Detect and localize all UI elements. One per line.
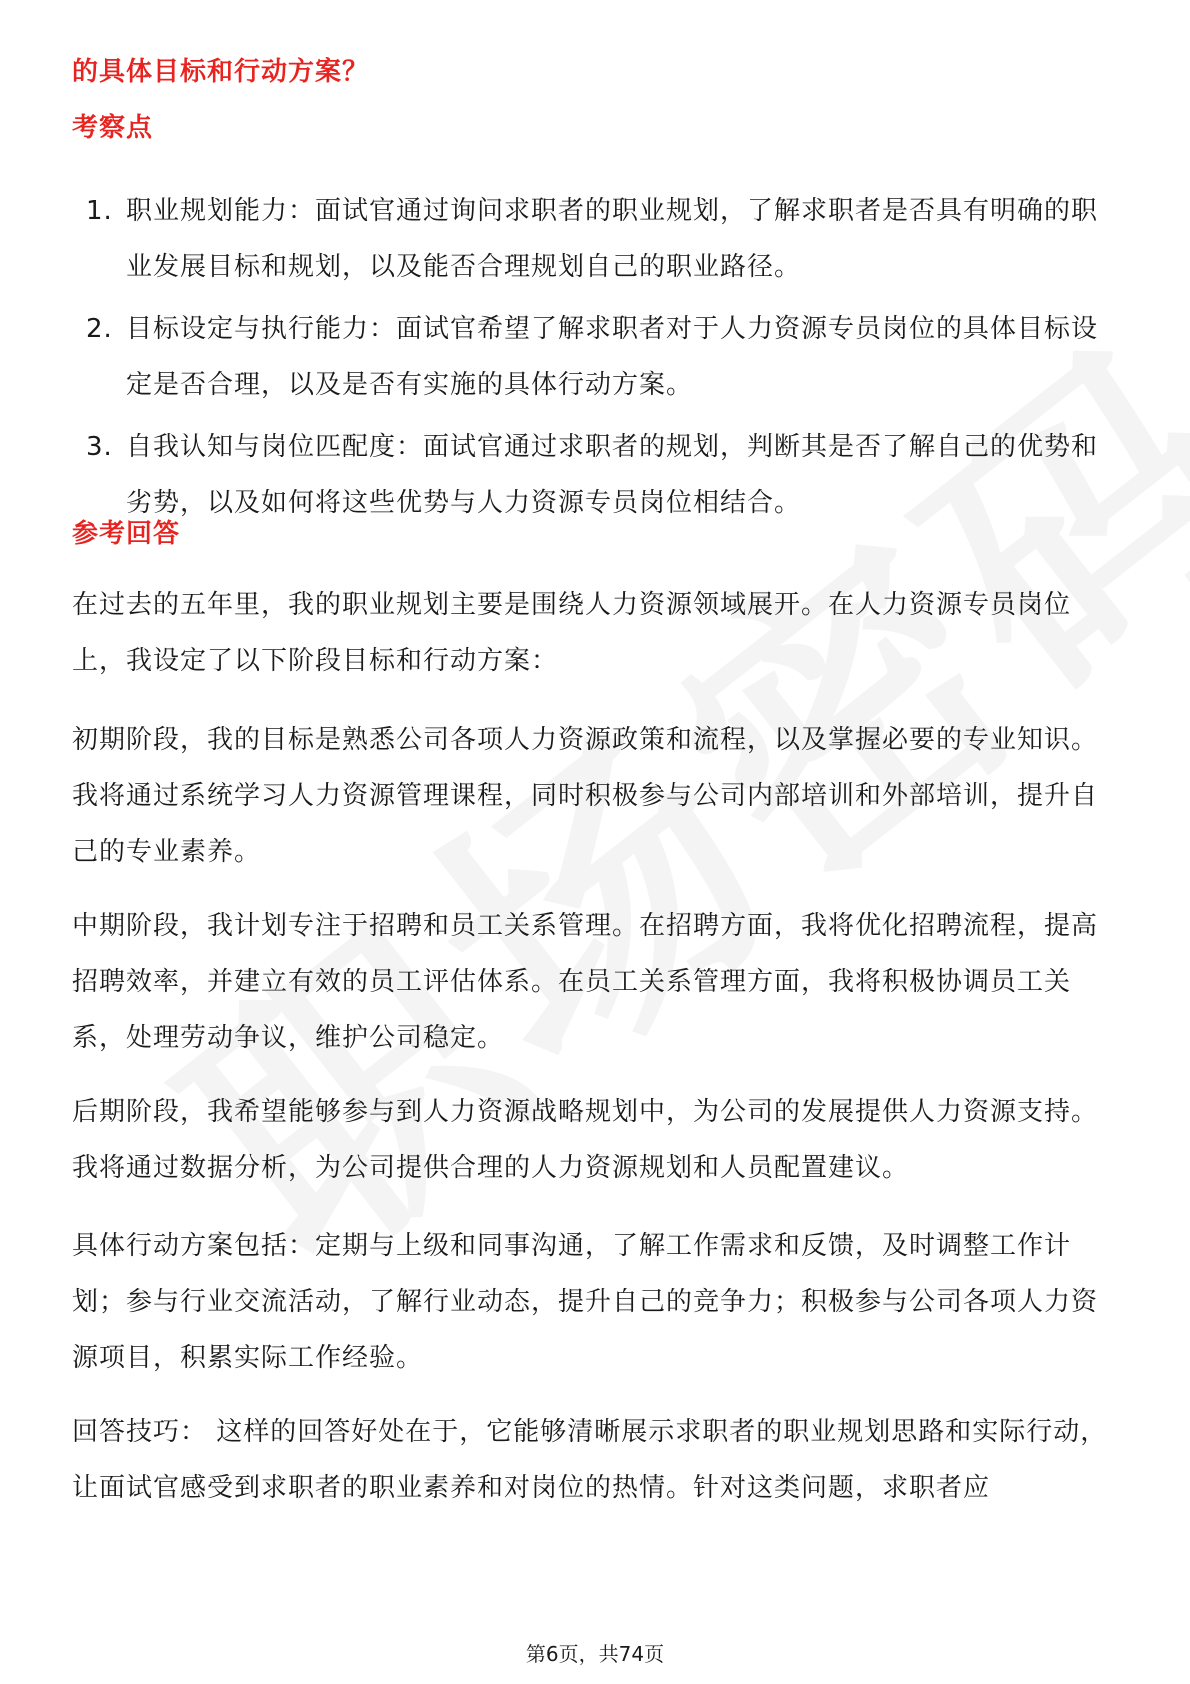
points-list [72, 183, 1122, 537]
page-number: 第6页，共74页 [525, 1642, 665, 1666]
list-number: 2. [86, 314, 113, 344]
answer-paragraph: 在过去的五年里，我的职业规划主要是围绕人力资源领域展开。在人力资源专员岗位上，我设定了以下阶段目标和行动方案： [72, 590, 1072, 676]
list-item [72, 301, 1122, 413]
answer-paragraph: 初期阶段，我的目标是熟悉公司各项人力资源政策和流程，以及掌握必要的专业知识。我将通过系统学习人力资源管理课程，同时积极参与公司内部培训和外部培训，提升自己的专业素养。 [72, 725, 1099, 867]
answer-paragraph: 具体行动方案包括：定期与上级和同事沟通，了解工作需求和反馈，及时调整工作计划；参与行业交流活动，了解行业动态，提升自己的竞争力；积极参与公司各项人力资源项目，积累实际工作经验。 [72, 1231, 1099, 1373]
section-heading-answer: 参考回答 [72, 519, 181, 549]
question-title-continued: 的具体目标和行动方案？ [72, 57, 370, 87]
list-item [72, 183, 1122, 295]
list-number: 3. [86, 432, 113, 462]
list-item-text: 职业规划能力：面试官通过询问求职者的职业规划，了解求职者是否具有明确的职业发展目标和规划，以及能否合理规划自己的职业路径。 [126, 196, 1099, 282]
answer-paragraph: 中期阶段，我计划专注于招聘和员工关系管理。在招聘方面，我将优化招聘流程，提高招聘效率，并建立有效的员工评估体系。在员工关系管理方面，我将积极协调员工关系，处理劳动争议，维护公司稳定。 [72, 911, 1099, 1053]
list-item-text: 自我认知与岗位匹配度：面试官通过求职者的规划，判断其是否了解自己的优势和劣势，以及如何将这些优势与人力资源专员岗位相结合。 [126, 432, 1099, 518]
tips-paragraph: 回答技巧： 这样的回答好处在于，它能够清晰展示求职者的职业规划思路和实际行动，让面试官感受到求职者的职业素养和对岗位的热情。针对这类问题，求职者应 [72, 1417, 1108, 1503]
list-item [72, 419, 1122, 531]
list-item-text: 目标设定与执行能力：面试官希望了解求职者对于人力资源专员岗位的具体目标设定是否合理，以及是否有实施的具体行动方案。 [126, 314, 1099, 400]
section-heading-points: 考察点 [72, 113, 154, 143]
list-number: 1. [86, 196, 113, 226]
answer-paragraph: 后期阶段，我希望能够参与到人力资源战略规划中，为公司的发展提供人力资源支持。我将通过数据分析，为公司提供合理的人力资源规划和人员配置建议。 [72, 1097, 1099, 1183]
